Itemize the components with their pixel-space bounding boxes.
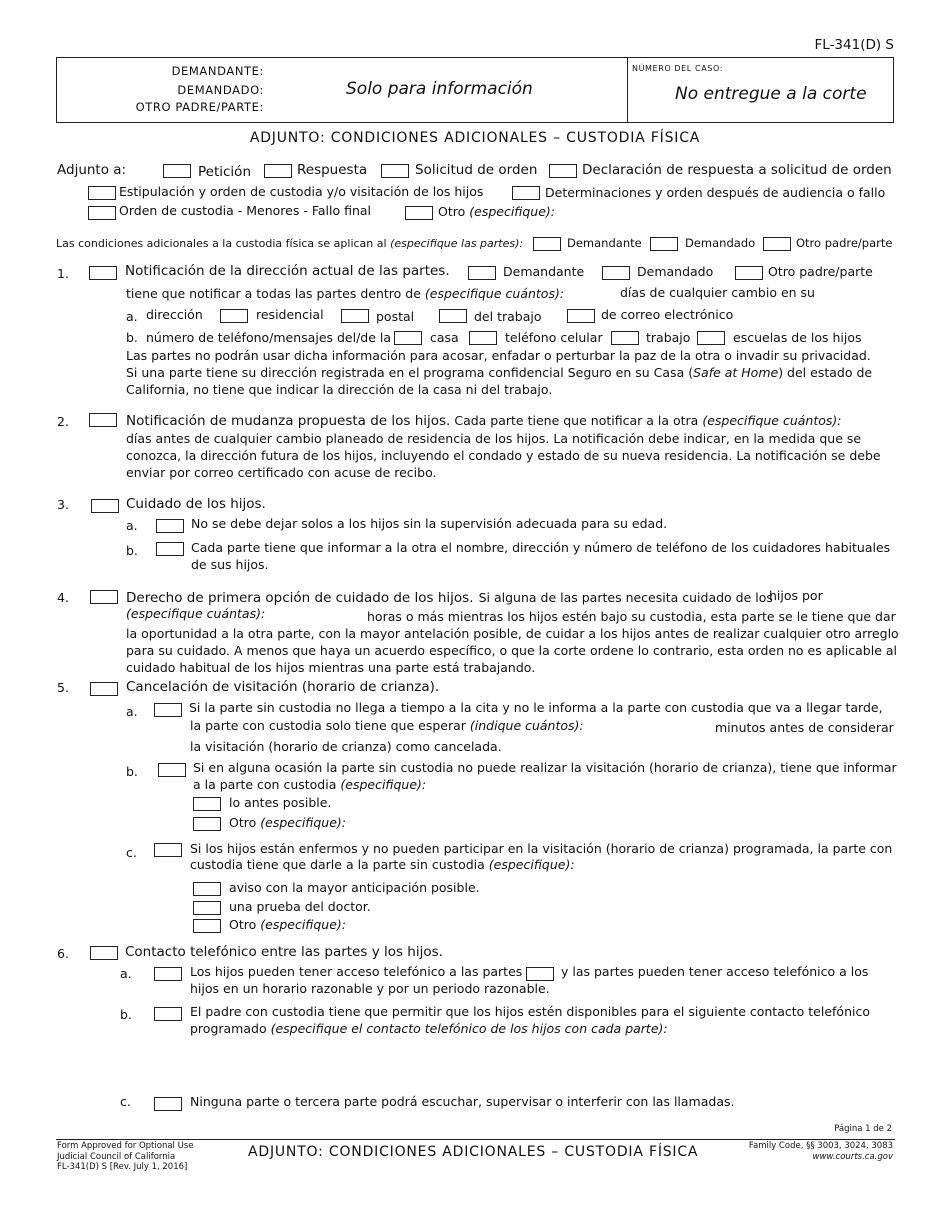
case-number-label: NÚMERO DEL CASO:	[632, 64, 723, 73]
info-only-label: Solo para información	[346, 79, 533, 99]
s5-b-option1-label: lo antes posible.	[229, 795, 332, 810]
respuesta-label: Respuesta	[297, 162, 368, 178]
s1-escuelas-checkbox[interactable]	[697, 331, 725, 345]
orden-custodia-checkbox[interactable]	[88, 206, 116, 220]
s5-c-option3-label: Otro (especifique):	[229, 917, 347, 932]
s1-checkbox[interactable]	[89, 266, 117, 280]
determinaciones-checkbox[interactable]	[512, 186, 540, 200]
s6-a-label: a.	[120, 966, 132, 981]
s1-email-label: de correo electrónico	[601, 307, 734, 322]
s1-celular-label: teléfono celular	[505, 330, 603, 345]
s1-b-lead: número de teléfono/mensajes del/de la	[146, 330, 392, 345]
s2-number: 2.	[57, 414, 69, 429]
s1-a-label: a.	[126, 309, 138, 324]
s6-number: 6.	[57, 946, 69, 961]
s6-a-line1: Los hijos pueden tener acceso telefónico a las partes	[190, 964, 523, 979]
s5-c-checkbox[interactable]	[154, 843, 182, 857]
s5-c-option2-checkbox[interactable]	[193, 901, 221, 915]
s5-b-checkbox[interactable]	[158, 763, 186, 777]
determinaciones-label: Determinaciones y orden después de audiencia o fallo	[545, 185, 886, 200]
demandante-label: DEMANDANTE:	[171, 64, 264, 78]
applies-demandado-label: Demandado	[685, 236, 756, 250]
s3-checkbox[interactable]	[91, 499, 119, 513]
s5-c-option2-label: una prueba del doctor.	[229, 899, 371, 914]
s6-c-label: c.	[120, 1094, 131, 1109]
s5-c-option3-checkbox[interactable]	[193, 919, 221, 933]
s6-checkbox[interactable]	[90, 946, 118, 960]
estipulacion-checkbox[interactable]	[88, 186, 116, 200]
s1-email-checkbox[interactable]	[567, 309, 595, 323]
otro-attachment-label: Otro (especifique):	[438, 204, 556, 219]
demandado-label: DEMANDADO:	[177, 83, 264, 97]
s1-demandado-label: Demandado	[637, 264, 714, 279]
s5-a-checkbox[interactable]	[154, 703, 182, 717]
s5-c-option1-label: aviso con la mayor anticipación posible.	[229, 880, 480, 895]
s5-b-line2: a la parte con custodia (especifique):	[193, 777, 427, 792]
peticion-checkbox[interactable]	[163, 164, 191, 178]
s1-casa-checkbox[interactable]	[394, 331, 422, 345]
s5-a-line3: la visitación (horario de crianza) como cancelada.	[190, 739, 502, 754]
s1-demandante-label: Demandante	[503, 264, 585, 279]
s4-number: 4.	[57, 590, 69, 605]
s3-title: Cuidado de los hijos.	[126, 496, 266, 512]
s6-a-parties-checkbox[interactable]	[526, 967, 554, 981]
s6-b-line2: programado (especifique el contacto telefónico de los hijos con cada parte):	[190, 1021, 668, 1036]
s1-escuelas-label: escuelas de los hijos	[733, 330, 862, 345]
s6-a-line2: hijos en un horario razonable y por un periodo razonable.	[190, 981, 550, 996]
form-title: ADJUNTO: CONDICIONES ADICIONALES – CUSTODIA FÍSICA	[249, 130, 701, 146]
s5-a-line1: Si la parte sin custodia no llega a tiempo a la cita y no le informa a la parte con custodia que va a llegar tarde,	[189, 700, 883, 715]
attachment-label: Adjunto a:	[57, 162, 127, 178]
s4-line1: Derecho de primera opción de cuidado de los hijos. Si alguna de las partes necesita cuidado de los	[126, 590, 773, 606]
s4-checkbox[interactable]	[90, 590, 118, 604]
applies-otro-checkbox[interactable]	[763, 237, 791, 251]
s6-b-line1: El padre con custodia tiene que permitir que los hijos estén disponibles para el siguiente contacto telefónico	[190, 1004, 870, 1019]
s1-residencial-checkbox[interactable]	[220, 309, 248, 323]
s1-trabajo-tel-checkbox[interactable]	[611, 331, 639, 345]
s3-a-label: a.	[126, 518, 138, 533]
caption-divider	[627, 58, 628, 122]
s5-title: Cancelación de visitación (horario de crianza).	[126, 679, 440, 695]
s1-notify-text: tiene que notificar a todas las partes dentro de (especifique cuántos):	[126, 286, 565, 301]
s6-c-text: Ninguna parte o tercera parte podrá escuchar, supervisar o interferir con las llamadas.	[190, 1094, 735, 1109]
footer-rule	[56, 1139, 895, 1140]
s1-number: 1.	[57, 266, 69, 281]
footer-left: Form Approved for Optional Use Judicial Council of California FL-341(D) S [Rev. July 1, 2016]	[57, 1141, 194, 1172]
s3-number: 3.	[57, 497, 69, 512]
s1-a-direccion: dirección	[146, 307, 203, 322]
s5-checkbox[interactable]	[90, 682, 118, 696]
s1-otro-label: Otro padre/parte	[768, 264, 873, 279]
s2-paragraph: Notificación de mudanza propuesta de los hijos. Cada parte tiene que notificar a la otra (especifique cuántos): días antes de cualquier cambio planeado de residencia de los hijos. La notificación debe indicar, en la medida que se conozca, la dirección futura de los hijos, incluyendo el condado y estado de su nueva residencia. La notificación se debe enviar por correo certificado con acuse de recibo.	[126, 413, 881, 480]
s6-a-checkbox[interactable]	[154, 967, 182, 981]
s1-b-label: b.	[126, 330, 138, 345]
applies-demandado-checkbox[interactable]	[650, 237, 678, 251]
s1-trabajo-checkbox[interactable]	[439, 309, 467, 323]
s1-celular-checkbox[interactable]	[469, 331, 497, 345]
declaracion-label: Declaración de respuesta a solicitud de orden	[582, 162, 892, 178]
s5-number: 5.	[57, 680, 69, 695]
s5-b-option2-label: Otro (especifique):	[229, 815, 347, 830]
s5-b-label: b.	[126, 764, 138, 779]
s5-b-option1-checkbox[interactable]	[193, 797, 221, 811]
s6-c-checkbox[interactable]	[154, 1097, 182, 1111]
solicitud-label: Solicitud de orden	[415, 162, 538, 178]
s5-b-option2-checkbox[interactable]	[193, 817, 221, 831]
otro-padre-label: OTRO PADRE/PARTE:	[135, 100, 264, 114]
footer-right: Family Code, §§ 3003, 3024, 3083 www.courts.ca.gov	[748, 1141, 893, 1162]
s1-casa-label: casa	[430, 330, 459, 345]
s5-c-line1: Si los hijos están enfermos y no pueden participar en la visitación (horario de crianza) programada, la parte con	[190, 841, 893, 856]
s5-c-label: c.	[126, 845, 137, 860]
solicitud-checkbox[interactable]	[381, 164, 409, 178]
s1-title: Notificación de la dirección actual de las partes.	[125, 263, 450, 279]
orden-custodia-label: Orden de custodia - Menores - Fallo final	[119, 203, 372, 218]
s3-a-checkbox[interactable]	[156, 519, 184, 533]
applies-otro-label: Otro padre/parte	[796, 236, 893, 250]
s5-a-minutes: minutos antes de considerar	[715, 720, 894, 735]
s6-b-checkbox[interactable]	[154, 1007, 182, 1021]
applies-text: Las condiciones adicionales a la custodia física se aplican al (especifique las partes):	[56, 237, 524, 250]
applies-demandante-checkbox[interactable]	[533, 237, 561, 251]
s6-a-line1b: y las partes pueden tener acceso telefónico a los	[561, 964, 869, 979]
respuesta-checkbox[interactable]	[264, 164, 292, 178]
applies-demandante-label: Demandante	[567, 236, 642, 250]
s1-otro-checkbox[interactable]	[735, 266, 763, 280]
form-number: FL-341(D) S	[814, 37, 894, 53]
s5-c-option1-checkbox[interactable]	[193, 882, 221, 896]
s5-b-line1: Si en alguna ocasión la parte sin custodia no puede realizar la visitación (horario de crianza), tiene que informar	[193, 760, 897, 775]
s5-c-line2: custodia tiene que darle a la parte sin custodia (especifique):	[190, 857, 575, 872]
s6-b-label: b.	[120, 1007, 132, 1022]
s6-title: Contacto telefónico entre las partes y los hijos.	[125, 944, 443, 960]
s2-checkbox[interactable]	[89, 413, 117, 427]
s3-a-text: No se debe dejar solos a los hijos sin la supervisión adecuada para su edad.	[191, 516, 668, 531]
declaracion-checkbox[interactable]	[549, 164, 577, 178]
s1-postal-checkbox[interactable]	[341, 309, 369, 323]
s1-postal-label: postal	[376, 309, 415, 324]
footer-title: ADJUNTO: CONDICIONES ADICIONALES – CUSTODIA FÍSICA	[248, 1144, 699, 1160]
s3-b-text: Cada parte tiene que informar a la otra el nombre, dirección y número de teléfono de los cuidadores habituales de sus hijos.	[191, 540, 891, 572]
s3-b-label: b.	[126, 543, 138, 558]
s1-trabajo-label: del trabajo	[474, 309, 542, 324]
s1-days-text: días de cualquier cambio en su	[620, 285, 815, 300]
s1-privacy-paragraph: Las partes no podrán usar dicha información para acosar, enfadar o perturbar la paz de la otra o invadir su privacidad. Si una parte tiene su dirección registrada en el programa confidencial Seguro en su Casa (Safe at Home) del estado de California, no tiene que indicar la dirección de la casa ni del trabajo.	[126, 348, 873, 397]
do-not-file-label: No entregue a la corte	[675, 84, 867, 104]
s1-demandante-checkbox[interactable]	[468, 266, 496, 280]
s4-paragraph: la oportunidad a la otra parte, con la mayor antelación posible, de cuidar a los hijos antes de realizar cualquier otro arreglo para su cuidado. A menos que haya un acuerdo específico, o que la corte ordene lo contrario, esta orden no es aplicable al cuidado habitual de los hijos mientras una parte está trabajando.	[126, 626, 899, 675]
s1-demandado-checkbox[interactable]	[602, 266, 630, 280]
s5-a-line2: la parte con custodia solo tiene que esperar (indique cuántos):	[190, 718, 584, 733]
estipulacion-label: Estipulación y orden de custodia y/o visitación de los hijos	[119, 184, 484, 199]
s1-residencial-label: residencial	[256, 307, 324, 322]
s4-hours-text: horas o más mientras los hijos estén bajo su custodia, esta parte se le tiene que dar	[367, 609, 896, 624]
s5-a-label: a.	[126, 704, 138, 719]
s4-specify: (especifique cuántas):	[126, 606, 266, 621]
peticion-label: Petición	[198, 164, 251, 180]
s1-trabajo-tel-label: trabajo	[646, 330, 691, 345]
s3-b-checkbox[interactable]	[156, 542, 184, 556]
otro-attachment-checkbox[interactable]	[405, 206, 433, 220]
page-number: Página 1 de 2	[834, 1124, 892, 1134]
s4-hijos-por: hijos por	[769, 588, 823, 603]
